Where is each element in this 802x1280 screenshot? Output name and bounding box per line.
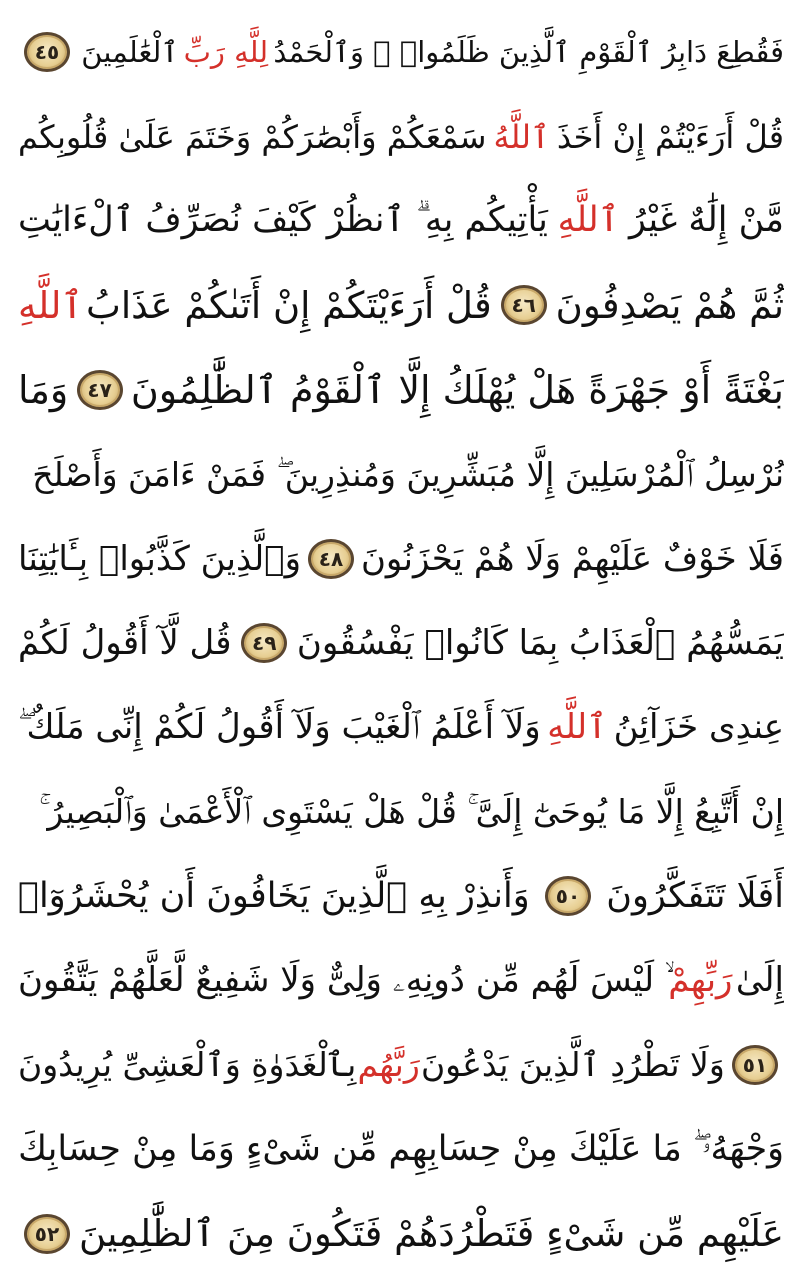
verse-text: إِنْ أَتَّبِعُ إِلَّا مَا يُوحَىٰٓ إِلَىَّ ۚ قُلْ هَلْ يَسْتَوِى ٱلْأَعْمَىٰ وَٱلْبَصِيرُ ۚ [39, 792, 784, 832]
verse-text: مَّنْ إِلَٰهٌ غَيْرُ [629, 200, 784, 241]
verse-text: أَفَلَا تَتَفَكَّرُونَ [606, 875, 784, 916]
verse-text: بَغْتَةً أَوْ جَهْرَةً هَلْ يُهْلَكُ إِلَّا ٱلْقَوْمُ ٱلظَّٰلِمُونَ [130, 367, 784, 412]
divine-name-text: رَبِّهِمْ [668, 960, 733, 1001]
verse-line [18, 854, 784, 938]
verse-text: قُل لَّآ أَقُولُ لَكُمْ [18, 622, 232, 663]
ayah-number-marker: ٥٢ [24, 1214, 70, 1254]
verse-text: وَمَا [18, 367, 69, 412]
divine-name-text: رَبَّهُم [357, 1045, 420, 1085]
verse-text: وَٱلَّذِينَ كَذَّبُوا۟ بِـَٔايَٰتِنَا [18, 538, 302, 579]
ayah-number-marker: ٤٦ [501, 285, 547, 325]
divine-name-text: ٱللَّهُ [493, 117, 550, 156]
verse-text: وَلَآ أَعْلَمُ ٱلْغَيْبَ وَلَآ أَقُولُ لَكُمْ إِنِّى مَلَكٌ ۖ [18, 707, 541, 748]
verse-line [18, 516, 784, 600]
verse-line [18, 1107, 784, 1191]
ayah-number-marker: ٥١ [732, 1045, 778, 1085]
verse-text: سَمْعَكُمْ وَأَبْصَٰرَكُمْ وَخَتَمَ عَلَىٰ قُلُوبِكُم [18, 117, 487, 156]
verse-line [18, 263, 784, 347]
verse-line [18, 94, 784, 178]
verse-line [18, 1191, 784, 1275]
verse-text: فَلَا خَوْفٌ عَلَيْهِمْ وَلَا هُمْ يَحْزَنُونَ [360, 538, 784, 579]
verse-text: وَأَنذِرْ بِهِ ٱلَّذِينَ يَخَافُونَ أَن يُحْشَرُوٓا۟ [18, 875, 530, 916]
verse-text: عَلَيْهِم مِّن شَىْءٍ فَتَطْرُدَهُمْ فَتَكُونَ مِنَ ٱلظَّٰلِمِينَ [78, 1212, 784, 1256]
verse-text: إِلَىٰ [735, 960, 784, 1001]
verse-text: ٱلْعَٰلَمِينَ [81, 34, 179, 69]
verse-text: ۙ لَيْسَ لَهُم مِّن دُونِهِۦ وَلِىٌّ وَلَا شَفِيعٌ لَّعَلَّهُمْ يَتَّقُونَ [18, 960, 665, 1001]
verse-text: قُلْ أَرَءَيْتَكُمْ إِنْ أَتَىٰكُمْ عَذَابُ [86, 283, 492, 327]
verse-text: يَمَسُّهُمُ ٱلْعَذَابُ بِمَا كَانُوا۟ يَفْسُقُونَ [296, 622, 784, 663]
verse-lines [18, 10, 784, 1276]
verse-text: قُلْ أَرَءَيْتُمْ إِنْ أَخَذَ [556, 117, 784, 156]
verse-line [18, 348, 784, 432]
ayah-number-marker: ٤٩ [241, 623, 287, 663]
verse-text: وَجْهَهُۥ ۖ مَا عَلَيْكَ مِنْ حِسَابِهِم مِّن شَىْءٍ وَمَا مِنْ حِسَابِكَ [18, 1128, 784, 1169]
divine-name-text: ٱللَّهِ [547, 707, 608, 748]
verse-text: نُرْسِلُ ٱلْمُرْسَلِينَ إِلَّا مُبَشِّرِينَ وَمُنذِرِينَ ۖ فَمَنْ ءَامَنَ وَأَصْلَحَ [32, 454, 784, 494]
verse-line [18, 1023, 784, 1107]
verse-text: وَلَا تَطْرُدِ ٱلَّذِينَ يَدْعُونَ [420, 1045, 725, 1085]
divine-name-text: ٱللَّهِ [557, 200, 620, 241]
divine-name-text: لِلَّهِ رَبِّ [183, 34, 269, 69]
verse-line [18, 179, 784, 263]
verse-text: فَقُطِعَ دَابِرُ ٱلْقَوْمِ ٱلَّذِينَ ظَلَمُوا۟ ۚ وَٱلْحَمْدُ [273, 34, 784, 69]
ayah-number-marker: ٥٠ [545, 876, 591, 916]
ayah-number-marker: ٤٥ [24, 32, 70, 72]
verse-line [18, 601, 784, 685]
ayah-number-marker: ٤٨ [308, 539, 354, 579]
verse-text: يَأْتِيكُم بِهِ ۗ ٱنظُرْ كَيْفَ نُصَرِّفُ ٱلْءَايَٰتِ [18, 200, 548, 241]
verse-text: عِندِى خَزَآئِنُ [613, 707, 784, 748]
verse-text: ثُمَّ هُمْ يَصْدِفُونَ [555, 283, 784, 327]
divine-name-text: ٱللَّهِ [18, 283, 84, 327]
verse-line [18, 432, 784, 516]
verse-line [18, 770, 784, 854]
verse-line [18, 685, 784, 769]
verse-text: بِٱلْغَدَوٰةِ وَٱلْعَشِىِّ يُرِيدُونَ [18, 1045, 357, 1085]
verse-line [18, 10, 784, 94]
verse-line [18, 938, 784, 1022]
ayah-number-marker: ٤٧ [77, 370, 123, 410]
